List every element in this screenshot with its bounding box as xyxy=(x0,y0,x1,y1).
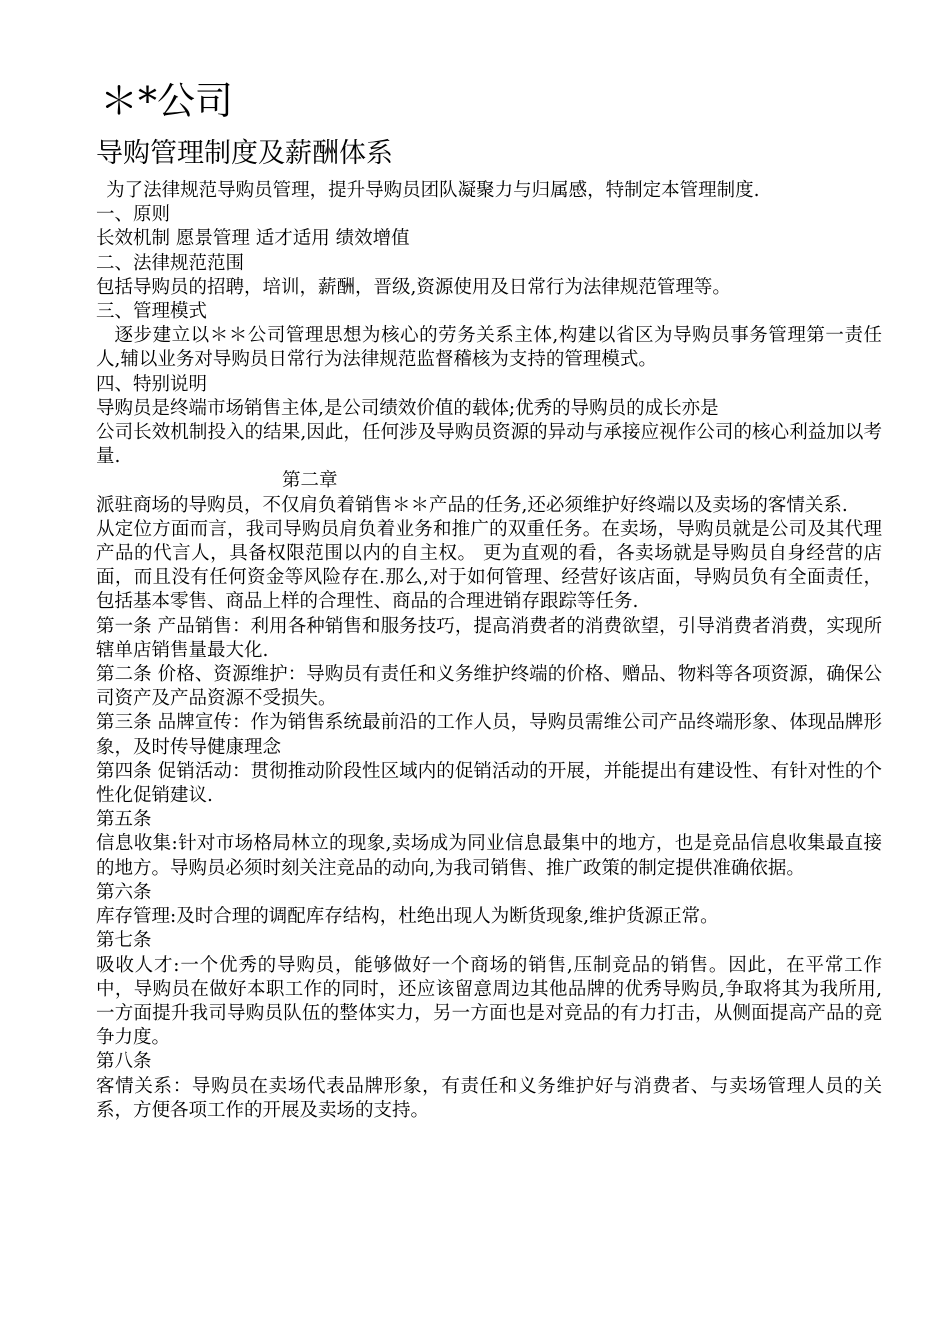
principles-text: 长效机制 愿景管理 适才适用 绩效增值 xyxy=(96,228,410,250)
article-7-heading: 第七条 xyxy=(96,930,152,952)
document-title: 导购管理制度及薪酬体系 xyxy=(96,138,393,169)
scope-text: 包括导购员的招聘，培训，薪酬，晋级,资源使用及日常行为法律规范管理等。 xyxy=(96,276,731,298)
intro-paragraph: 为了法律规范导购员管理，提升导购员团队凝聚力与归属感，特制定本管理制度. xyxy=(106,180,760,201)
article-4: 第四条 促销活动：贯彻推动阶段性区域内的促销活动的开展，并能提出有建设性、有针对性的个性化促销建议. xyxy=(96,760,882,807)
chapter-heading: 第二章 xyxy=(282,470,338,492)
section-heading-scope: 二、法律规范范围 xyxy=(96,252,245,274)
article-8-text: 客情关系：导购员在卖场代表品牌形象，有责任和义务维护好与消费者、与卖场管理人员的关系，方便各项工作的开展及卖场的支持。 xyxy=(96,1075,882,1121)
article-6-text: 库存管理:及时合理的调配库存结构，杜绝出现人为断货现象,维护货源正常。 xyxy=(96,906,719,928)
article-6-heading: 第六条 xyxy=(96,881,152,903)
section-heading-notes: 四、特别说明 xyxy=(96,373,208,395)
article-1: 第一条 产品销售：利用各种销售和服务技巧，提高消费者的消费欲望，引导消费者消费，实现所辖单店销售量最大化. xyxy=(96,615,882,661)
document-body xyxy=(96,179,882,1123)
article-3: 第三条 品牌宣传：作为销售系统最前沿的工作人员，导购员需维公司产品终端形象、体现品牌形象，及时传导健康理念 xyxy=(96,712,882,758)
chapter-paragraph-2: 从定位方面而言，我司导购员肩负着业务和推广的双重任务。在卖场，导购员就是公司及其代理产品的代言人，具备权限范围以内的自主权。 更为直观的看，各卖场就是导购员自身经营的店面，而且没有任何资金等风险存在.那么,对于如何管理、经营好该店面，导购员负有全面责任，包括基本零售、商品上样的合理性、商品的合理进销存跟踪等任务. xyxy=(96,518,882,613)
mode-text: 逐步建立以＊＊公司管理思想为核心的劳务关系主体,构建以省区为导购员事务管理第一责任人,辅以业务对导购员日常行为法律规范监督稽核为支持的管理模式。 xyxy=(96,325,882,371)
article-5-text: 信息收集:针对市场格局林立的现象,卖场成为同业信息最集中的地方，也是竞品信息收集最直接的地方。导购员必须时刻关注竞品的动向,为我司销售、推广政策的制定提供准确依据。 xyxy=(96,833,882,879)
section-heading-mode: 三、管理模式 xyxy=(96,301,208,323)
notes-text-2: 公司长效机制投入的结果,因此，任何涉及导购员资源的异动与承接应视作公司的核心利益加以考量. xyxy=(96,422,882,468)
article-2: 第二条 价格、资源维护：导购员有责任和义务维护终端的价格、赠品、物料等各项资源，确保公司资产及产品资源不受损失。 xyxy=(96,664,882,710)
chapter-paragraph-1: 派驻商场的导购员，不仅肩负着销售＊＊产品的任务,还必须维护好终端以及卖场的客情关系. xyxy=(96,494,848,516)
article-7-text: 吸收人才:一个优秀的导购员，能够做好一个商场的销售,压制竞品的销售。因此，在平常工作中，导购员在做好本职工作的同时，还应该留意周边其他品牌的优秀导购员,争取将其为我所用,一方面提升我司导购员队伍的整体实力，另一方面也是对竞品的有力打击，从侧面提高产品的竞争力度。 xyxy=(96,954,882,1049)
company-name: ＊*公司 xyxy=(100,79,234,123)
notes-text-1: 导购员是终端市场销售主体,是公司绩效价值的载体;优秀的导购员的成长亦是 xyxy=(96,397,719,419)
article-5-heading: 第五条 xyxy=(96,809,152,831)
section-heading-principles: 一、原则 xyxy=(96,204,171,226)
article-8-heading: 第八条 xyxy=(96,1051,152,1073)
